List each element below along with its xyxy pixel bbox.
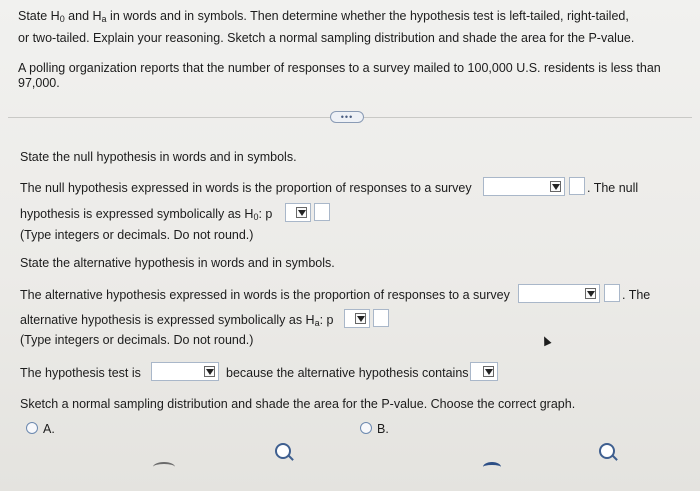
alt-symbol-text: alternative hypothesis is expressed symbolically as H (20, 313, 315, 327)
alt-words-continuation: . The (622, 288, 651, 302)
option-b-label: B. (377, 422, 389, 436)
test-type-dropdown[interactable] (151, 362, 219, 381)
null-heading: State the null hypothesis in words and in symbols. (20, 150, 297, 164)
alt-words-dropdown[interactable] (518, 284, 600, 303)
graph-b-zoom-icon[interactable] (599, 443, 615, 459)
null-words-answer-box[interactable] (569, 177, 585, 195)
null-symbol-text: : p (258, 207, 273, 221)
instruction-text: in words and in symbols. Then determine whether the hypothesis test is left-tailed, right-tailed, (106, 9, 629, 23)
scenario-line-1: A polling organization reports that the number of responses to a survey mailed to 100,000 U.S. residents is less than (18, 61, 661, 75)
sketch-instruction: Sketch a normal sampling distribution and shade the area for the P-value. Choose the correct graph. (20, 397, 576, 411)
chevron-down-icon (550, 181, 561, 192)
mouse-cursor-icon (540, 335, 551, 347)
option-a-radio[interactable] (26, 422, 38, 434)
null-words-continuation: . The null (587, 181, 639, 195)
instruction-line-1 (18, 9, 629, 24)
scenario-line-2: 97,000. (18, 76, 60, 90)
test-reason-label: because the alternative hypothesis contains (226, 366, 469, 380)
subscript-a: a (101, 14, 107, 24)
chevron-down-icon (585, 288, 596, 299)
null-value-input[interactable] (314, 203, 330, 221)
subscript-0: 0 (59, 14, 65, 24)
more-dots-icon: ••• (340, 112, 354, 122)
instruction-line-2: or two-tailed. Explain your reasoning. Sketch a normal sampling distribution and shade the area for the P-value. (18, 31, 635, 45)
null-note: (Type integers or decimals. Do not round.) (20, 228, 254, 242)
null-words-dropdown[interactable] (483, 177, 565, 196)
null-symbol-sentence (20, 207, 272, 222)
alt-symbol-text: : p (319, 313, 334, 327)
null-operator-dropdown[interactable] (285, 203, 311, 222)
alt-operator-dropdown[interactable] (344, 309, 370, 328)
graph-a-zoom-icon[interactable] (275, 443, 291, 459)
alt-note: (Type integers or decimals. Do not round.) (20, 333, 254, 347)
alt-contains-dropdown[interactable] (470, 362, 498, 381)
chevron-down-icon (204, 366, 215, 377)
subscript-a: a (314, 318, 320, 328)
alt-value-input[interactable] (373, 309, 389, 327)
instruction-text: State H (18, 9, 60, 23)
alt-symbol-sentence (20, 313, 334, 328)
alt-words-answer-box[interactable] (604, 284, 620, 302)
subscript-0: 0 (253, 212, 259, 222)
graph-b-curve (483, 462, 501, 472)
chevron-down-icon (355, 313, 366, 324)
chevron-down-icon (296, 207, 307, 218)
alt-heading: State the alternative hypothesis in words and in symbols. (20, 256, 335, 270)
instruction-text: and H (64, 9, 102, 23)
alt-words-sentence: The alternative hypothesis expressed in words is the proportion of responses to a survey (20, 288, 510, 302)
option-a-label: A. (43, 422, 55, 436)
null-words-sentence: The null hypothesis expressed in words is the proportion of responses to a survey (20, 181, 472, 195)
expand-more-button[interactable] (330, 111, 364, 123)
null-symbol-text: hypothesis is expressed symbolically as H (20, 207, 254, 221)
test-type-label: The hypothesis test is (20, 366, 141, 380)
graph-a-curve (153, 462, 175, 472)
chevron-down-icon (483, 366, 494, 377)
option-b-radio[interactable] (360, 422, 372, 434)
